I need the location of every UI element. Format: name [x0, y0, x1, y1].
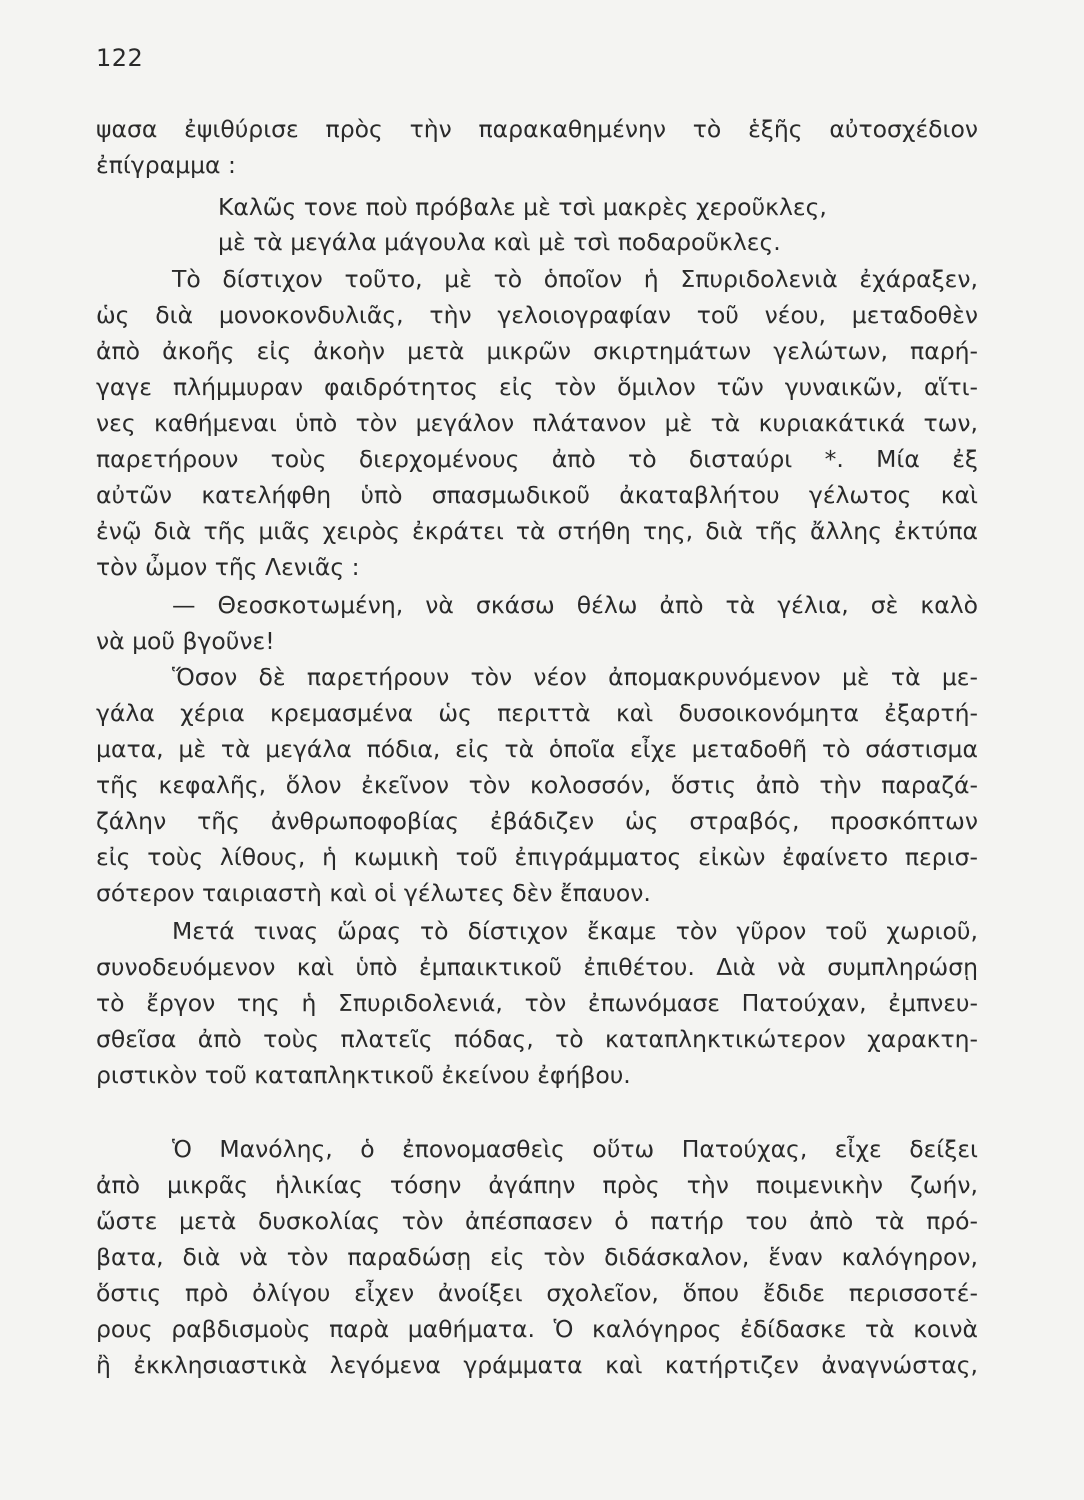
text-line: ἐνῷ διὰ τῆς μιᾶς χειρὸς ἐκράτει τὰ στήθη της, διὰ τῆς ἄλλης ἐκτύπα — [96, 517, 978, 545]
text-line: παρετήρουν τοὺς διερχομένους ἀπὸ τὸ δισταύρι *. Μία ἐξ — [96, 445, 978, 473]
text-line: εἰς τοὺς λίθους, ἡ κωμικὴ τοῦ ἐπιγράμματος εἰκὼν ἐφαίνετο περισ- — [96, 843, 978, 871]
text-line: ὡς διὰ μονοκονδυλιᾶς, τὴν γελοιογραφίαν τοῦ νέου, μεταδοθὲν — [96, 301, 978, 329]
text-line: γαγε πλήμμυραν φαιδρότητος εἰς τὸν ὅμιλον τῶν γυναικῶν, αἵτι- — [96, 373, 978, 401]
text-line: σότερον ταιριαστὴ καὶ οἱ γέλωτες δὲν ἔπαυον. — [96, 879, 651, 907]
text-line: τὸν ὦμον τῆς Λενιᾶς : — [96, 553, 360, 581]
text-line: νὰ μοῦ βγοῦνε! — [96, 627, 275, 655]
text-line: ρους ραβδισμοὺς παρὰ μαθήματα. Ὁ καλόγηρος ἐδίδασκε τὰ κοινὰ — [96, 1315, 978, 1343]
text-line: ψασα ἐψιθύρισε πρὸς τὴν παρακαθημένην τὸ ἑξῆς αὐτοσχέδιον — [96, 115, 978, 143]
text-line: ἀπὸ ἀκοῆς εἰς ἀκοὴν μετὰ μικρῶν σκιρτημάτων γελώτων, παρή- — [96, 337, 978, 365]
verse-line: μὲ τὰ μεγάλα μάγουλα καὶ μὲ τσὶ ποδαροῦκλες. — [218, 228, 781, 256]
text-line: ζάλην τῆς ἀνθρωποφοβίας ἐβάδιζεν ὡς στραβός, προσκόπτων — [96, 807, 978, 835]
text-line: ὅστις πρὸ ὀλίγου εἶχεν ἀνοίξει σχολεῖον, ὅπου ἔδιδε περισσοτέ- — [96, 1279, 978, 1307]
text-line: ἀπὸ μικρᾶς ἡλικίας τόσην ἀγάπην πρὸς τὴν ποιμενικὴν ζωήν, — [96, 1171, 978, 1199]
text-line: γάλα χέρια κρεμασμένα ὡς περιττὰ καὶ δυσοικονόμητα ἐξαρτή- — [96, 699, 978, 727]
text-line: ἢ ἐκκλησιαστικὰ λεγόμενα γράμματα καὶ κατήρτιζεν ἀναγνώστας, — [96, 1351, 978, 1379]
page-number: 122 — [96, 44, 144, 72]
text-line: Ὅσον δὲ παρετήρουν τὸν νέον ἀπομακρυνόμενον μὲ τὰ με- — [172, 663, 978, 691]
text-line: συνοδευόμενον καὶ ὑπὸ ἐμπαικτικοῦ ἐπιθέτου. Διὰ νὰ συμπληρώσῃ — [96, 953, 978, 981]
text-line: βατα, διὰ νὰ τὸν παραδώσῃ εἰς τὸν διδάσκαλον, ἕναν καλόγηρον, — [96, 1243, 978, 1271]
text-line: Μετά τινας ὥρας τὸ δίστιχον ἔκαμε τὸν γῦρον τοῦ χωριοῦ, — [172, 917, 978, 945]
text-line: ὥστε μετὰ δυσκολίας τὸν ἀπέσπασεν ὁ πατήρ του ἀπὸ τὰ πρό- — [96, 1207, 978, 1235]
text-line: νες καθήμεναι ὑπὸ τὸν μεγάλον πλάτανον μὲ τὰ κυριακάτικά των, — [96, 409, 978, 437]
text-line: ἐπίγραμμα : — [96, 151, 236, 179]
text-line: — Θεοσκοτωμένη, νὰ σκάσω θέλω ἀπὸ τὰ γέλια, σὲ καλὸ — [172, 591, 978, 619]
text-line: ριστικὸν τοῦ καταπληκτικοῦ ἐκείνου ἐφήβου. — [96, 1061, 631, 1089]
verse-line: Καλῶς τονε ποὺ πρόβαλε μὲ τσὶ μακρὲς χεροῦκλες, — [218, 193, 827, 221]
text-line: τῆς κεφαλῆς, ὅλον ἐκεῖνον τὸν κολοσσόν, ὅστις ἀπὸ τὴν παραζά- — [96, 771, 978, 799]
text-line: τὸ ἔργον της ἡ Σπυριδολενιά, τὸν ἐπωνόμασε Πατούχαν, ἐμπνευ- — [96, 989, 978, 1017]
text-line: Τὸ δίστιχον τοῦτο, μὲ τὸ ὁποῖον ἡ Σπυριδολενιὰ ἐχάραξεν, — [172, 265, 978, 293]
text-line: ματα, μὲ τὰ μεγάλα πόδια, εἰς τὰ ὁποῖα εἶχε μεταδοθῆ τὸ σάστισμα — [96, 735, 978, 763]
text-line: αὐτῶν κατελήφθη ὑπὸ σπασμωδικοῦ ἀκαταβλήτου γέλωτος καὶ — [96, 481, 978, 509]
text-line: σθεῖσα ἀπὸ τοὺς πλατεῖς πόδας, τὸ καταπληκτικώτερον χαρακτη- — [96, 1025, 978, 1053]
text-line: Ὁ Μανόλης, ὁ ἐπονομασθεὶς οὕτω Πατούχας, εἶχε δείξει — [172, 1135, 978, 1163]
